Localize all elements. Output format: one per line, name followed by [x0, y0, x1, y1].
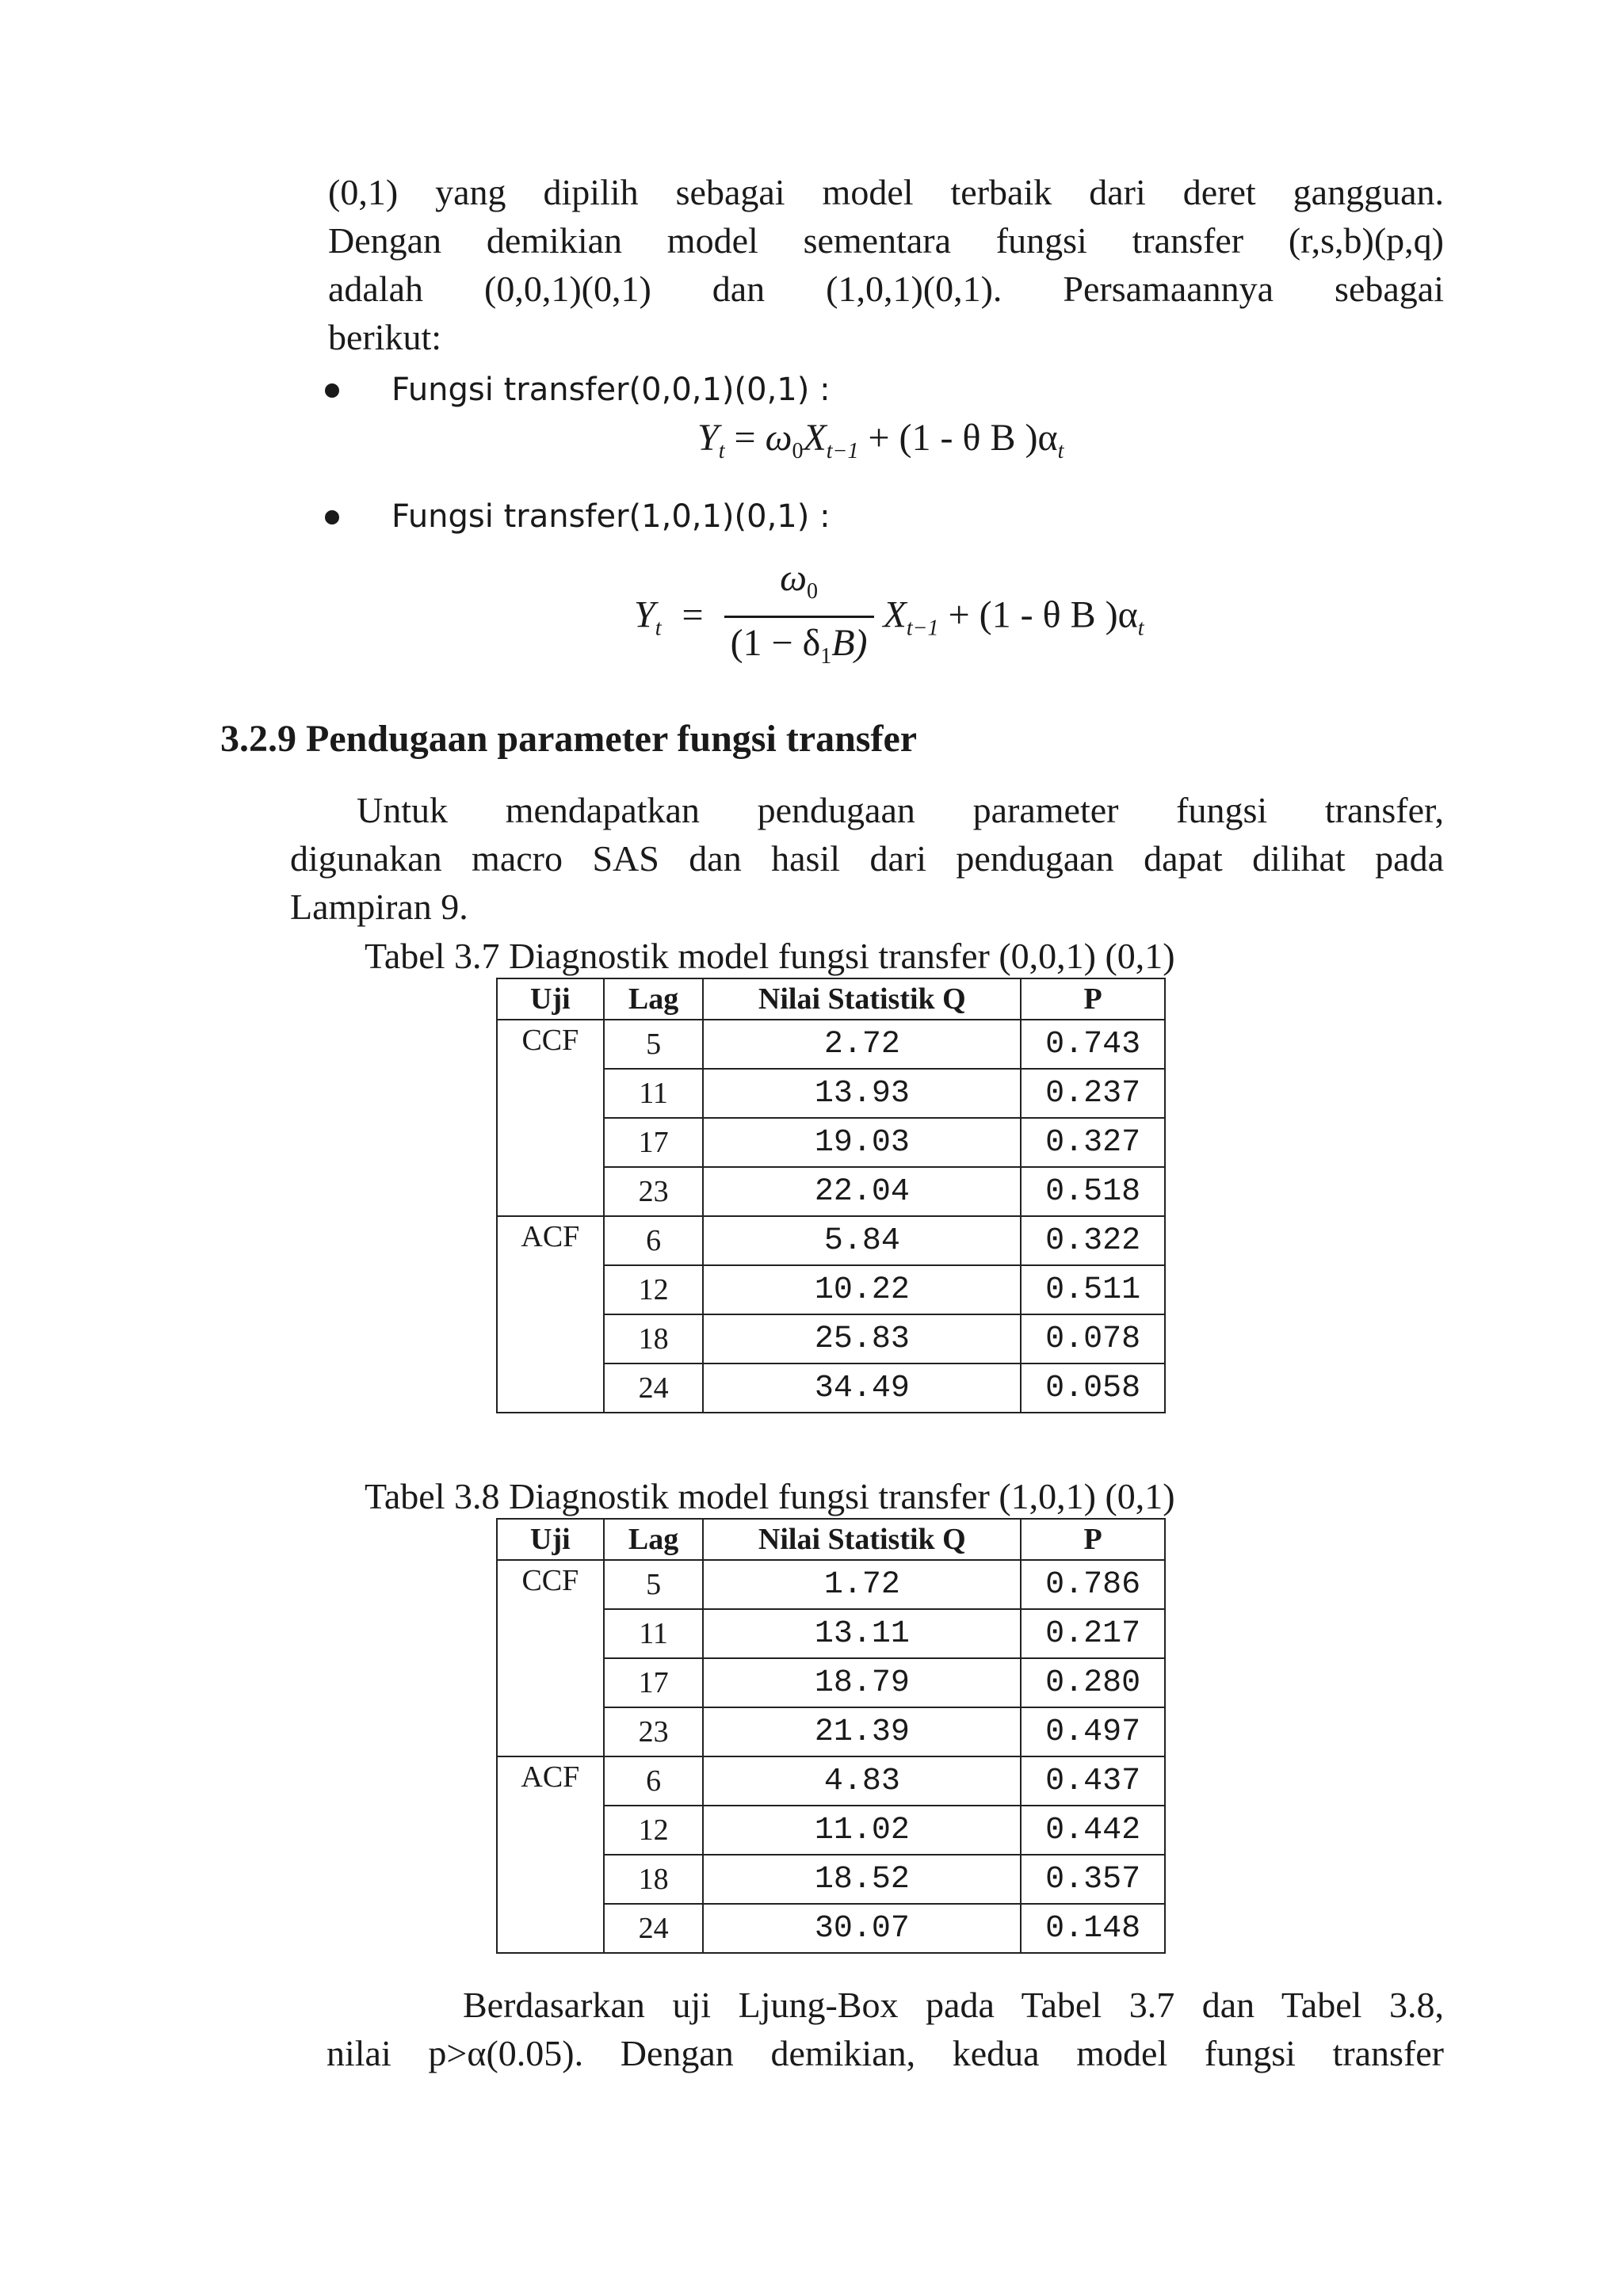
lag-cell: 12 [604, 1265, 704, 1314]
p-cell: 0.743 [1021, 1020, 1165, 1069]
q-cell: 30.07 [703, 1904, 1021, 1953]
bullet-dot-icon [325, 510, 339, 524]
equation-2: $Y_t$ = $\frac{\omega_0}{(1 - \delta_1B)}$ $X_{t-1} + (1 - \theta$ B )$\alpha_t$ [634, 555, 1144, 682]
diagnostic-table-2 [496, 1518, 1166, 1954]
lag-cell: 11 [604, 1069, 704, 1118]
column-header: Uji [497, 1519, 604, 1560]
uji-cell: ACF [497, 1756, 604, 1953]
q-cell: 2.72 [703, 1020, 1021, 1069]
q-cell: 5.84 [703, 1216, 1021, 1265]
q-cell: 21.39 [703, 1707, 1021, 1756]
column-header: Nilai Statistik Q [703, 1519, 1021, 1560]
lag-cell: 5 [604, 1560, 704, 1609]
lag-cell: 6 [604, 1756, 704, 1806]
p-cell: 0.148 [1021, 1904, 1165, 1953]
body-line: Untuk mendapatkan pendugaan parameter fungsi transfer, [357, 790, 1444, 830]
q-cell: 18.79 [703, 1658, 1021, 1707]
bullet-label: Fungsi transfer(1,0,1)(0,1) : [391, 498, 831, 535]
p-cell: 0.442 [1021, 1806, 1165, 1855]
table-row [497, 1216, 1165, 1265]
bullet-dot-icon [325, 383, 339, 398]
diagnostic-table-1 [496, 978, 1166, 1413]
intro-line: adalah (0,0,1)(0,1) dan (1,0,1)(0,1). Persamaannya sebagai [328, 269, 1444, 309]
q-cell: 10.22 [703, 1265, 1021, 1314]
equation-1: $Y_t = \omega_0X_{t-1} + (1 - \theta$ B )$\alpha_t$ [697, 417, 1064, 463]
p-cell: 0.078 [1021, 1314, 1165, 1363]
q-cell: 19.03 [703, 1118, 1021, 1167]
p-cell: 0.327 [1021, 1118, 1165, 1167]
body-paragraph [290, 786, 1444, 931]
lag-cell: 24 [604, 1904, 704, 1953]
table-row [497, 1756, 1165, 1806]
q-cell: 22.04 [703, 1167, 1021, 1216]
p-cell: 0.280 [1021, 1658, 1165, 1707]
q-cell: 18.52 [703, 1855, 1021, 1904]
q-cell: 13.93 [703, 1069, 1021, 1118]
intro-line: Dengan demikian model sementara fungsi transfer (r,s,b)(p,q) [328, 220, 1444, 261]
column-header: Lag [604, 1519, 704, 1560]
lag-cell: 6 [604, 1216, 704, 1265]
closing-line: nilai p>α(0.05). Dengan demikian, kedua model fungsi transfer [327, 2033, 1444, 2073]
table-header-row [497, 978, 1165, 1020]
q-cell: 13.11 [703, 1609, 1021, 1658]
q-cell: 4.83 [703, 1756, 1021, 1806]
column-header: Nilai Statistik Q [703, 978, 1021, 1020]
lag-cell: 11 [604, 1609, 704, 1658]
p-cell: 0.217 [1021, 1609, 1165, 1658]
column-header: Uji [497, 978, 604, 1020]
lag-cell: 17 [604, 1118, 704, 1167]
body-line: Lampiran 9. [290, 887, 468, 927]
p-cell: 0.322 [1021, 1216, 1165, 1265]
section-heading: 3.2.9 Pendugaan parameter fungsi transfer [220, 718, 918, 760]
lag-cell: 23 [604, 1707, 704, 1756]
p-cell: 0.058 [1021, 1363, 1165, 1413]
intro-paragraph [328, 168, 1444, 361]
q-cell: 11.02 [703, 1806, 1021, 1855]
p-cell: 0.437 [1021, 1756, 1165, 1806]
lag-cell: 18 [604, 1855, 704, 1904]
table-header-row [497, 1519, 1165, 1560]
fraction: $\frac{\omega_0}{(1 - \delta_1B)}$ [724, 555, 874, 682]
p-cell: 0.511 [1021, 1265, 1165, 1314]
uji-cell: CCF [497, 1560, 604, 1756]
lag-cell: 18 [604, 1314, 704, 1363]
lag-cell: 24 [604, 1363, 704, 1413]
table-caption: Tabel 3.7 Diagnostik model fungsi transfer (0,0,1) (0,1) [365, 936, 1175, 976]
q-cell: 25.83 [703, 1314, 1021, 1363]
body-line: digunakan macro SAS dan hasil dari pendugaan dapat dilihat pada [290, 838, 1444, 879]
column-header: Lag [604, 978, 704, 1020]
q-cell: 1.72 [703, 1560, 1021, 1609]
lag-cell: 23 [604, 1167, 704, 1216]
closing-paragraph [327, 1981, 1444, 2077]
intro-line: (0,1) yang dipilih sebagai model terbaik dari deret gangguan. [328, 172, 1444, 212]
uji-cell: ACF [497, 1216, 604, 1413]
column-header: P [1021, 1519, 1165, 1560]
uji-cell: CCF [497, 1020, 604, 1216]
p-cell: 0.786 [1021, 1560, 1165, 1609]
lag-cell: 12 [604, 1806, 704, 1855]
q-cell: 34.49 [703, 1363, 1021, 1413]
p-cell: 0.518 [1021, 1167, 1165, 1216]
bullet-label: Fungsi transfer(0,0,1)(0,1) : [391, 372, 831, 408]
lag-cell: 17 [604, 1658, 704, 1707]
p-cell: 0.357 [1021, 1855, 1165, 1904]
p-cell: 0.497 [1021, 1707, 1165, 1756]
table-row [497, 1560, 1165, 1609]
lag-cell: 5 [604, 1020, 704, 1069]
table-caption: Tabel 3.8 Diagnostik model fungsi transfer (1,0,1) (0,1) [365, 1476, 1175, 1516]
closing-line: Berdasarkan uji Ljung-Box pada Tabel 3.7 dan Tabel 3.8, [463, 1985, 1444, 2025]
table-row [497, 1020, 1165, 1069]
p-cell: 0.237 [1021, 1069, 1165, 1118]
column-header: P [1021, 978, 1165, 1020]
intro-line: berikut: [328, 317, 442, 357]
